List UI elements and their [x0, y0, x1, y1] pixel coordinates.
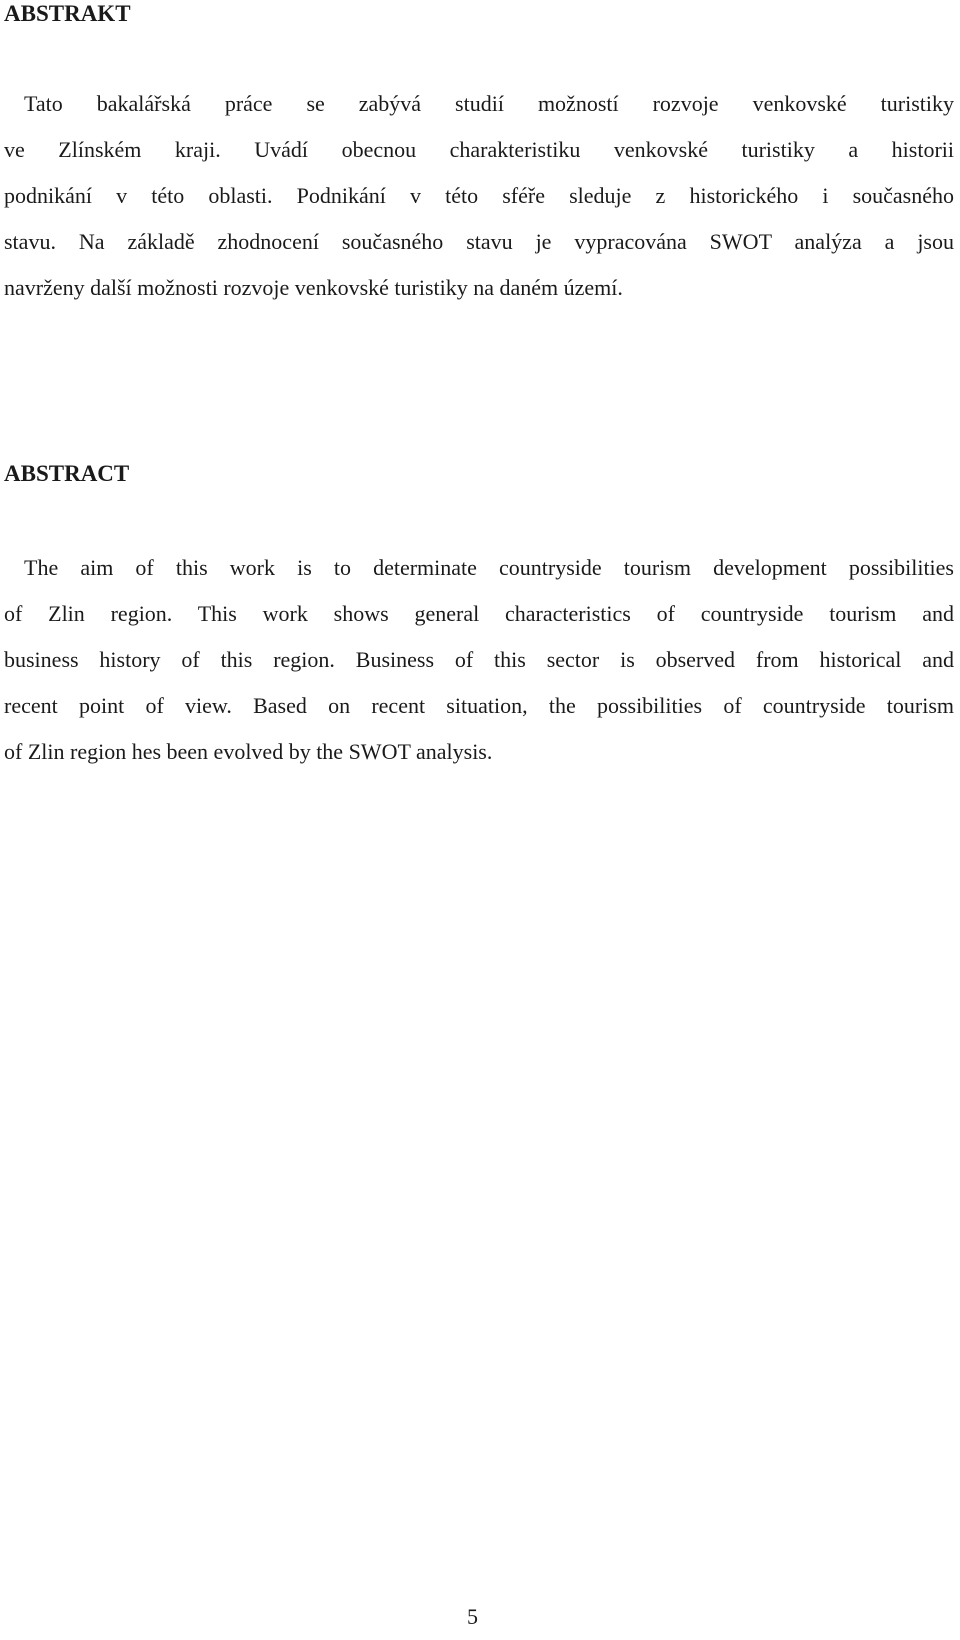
heading-abstract: ABSTRACT: [4, 461, 130, 486]
text-line: The aim of this work is to determinate countryside tourism development possibilities: [24, 555, 954, 580]
paragraph-english-abstract: [4, 545, 954, 775]
text-line: Tato bakalářská práce se zabývá studií možností rozvoje venkovské turistiky: [24, 91, 954, 116]
text-line: of Zlin region hes been evolved by the SWOT analysis.: [4, 739, 493, 764]
text-line: stavu. Na základě zhodnocení současného stavu je vypracována SWOT analýza a jsou: [4, 229, 954, 254]
paragraph-czech-abstract: [4, 81, 954, 311]
text-line: navrženy další možnosti rozvoje venkovské turistiky na daném území.: [4, 275, 623, 300]
page-number: 5: [467, 1604, 478, 1629]
text-line: recent point of view. Based on recent situation, the possibilities of countryside tourism: [4, 693, 954, 718]
text-line: of Zlin region. This work shows general characteristics of countryside tourism and: [4, 601, 954, 626]
text-line: podnikání v této oblasti. Podnikání v této sféře sleduje z historického i současného: [4, 183, 954, 208]
text-line: ve Zlínském kraji. Uvádí obecnou charakteristiku venkovské turistiky a historii: [4, 137, 954, 162]
heading-abstrakt: ABSTRAKT: [4, 1, 131, 26]
text-line: business history of this region. Business of this sector is observed from historical and: [4, 647, 954, 672]
